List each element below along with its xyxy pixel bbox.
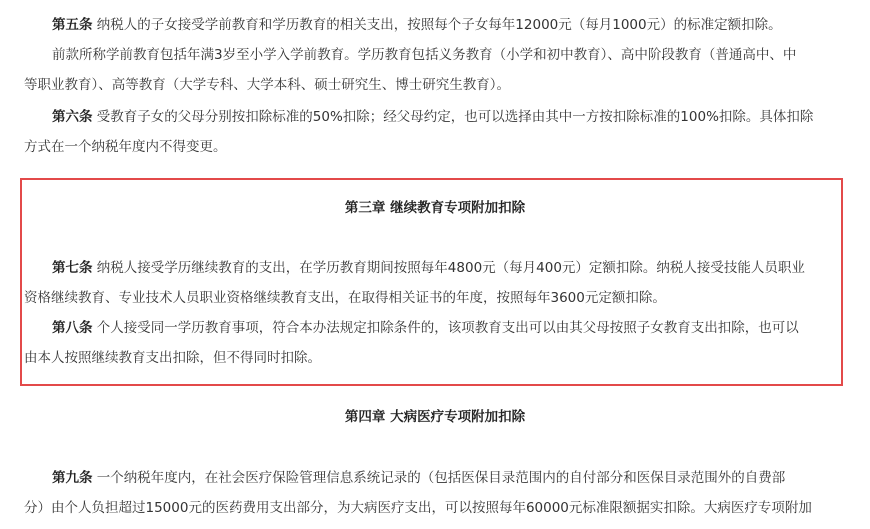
article-6-number: 第六条 xyxy=(52,109,93,125)
article-9-text-1: 一个纳税年度内，在社会医疗保险管理信息系统记录的（包括医保目录范围内的自付部分和医保目录范围外的自费部 xyxy=(96,470,786,486)
article-5 xyxy=(24,10,846,100)
article-7-line-2 xyxy=(24,283,846,313)
article-6 xyxy=(24,102,846,162)
article-7-number: 第七条 xyxy=(52,260,93,276)
article-6-line-1 xyxy=(24,102,846,132)
article-9-line-2 xyxy=(24,493,846,523)
article-8 xyxy=(24,313,846,373)
article-6-line-2 xyxy=(24,132,846,162)
chapter-3-title: 第三章 继续教育专项附加扣除 xyxy=(344,200,526,216)
article-6-text-1: 受教育子女的父母分别按扣除标准的50%扣除；经父母约定，也可以选择由其中一方按扣除标准的100%扣除。具体扣除 xyxy=(96,109,814,125)
article-8-line-1 xyxy=(24,313,846,343)
article-5-text-2: 前款所称学前教育包括年满3岁至小学入学前教育。学历教育包括义务教育（小学和初中教育）、高中阶段教育（普通高中、中 xyxy=(52,47,797,63)
article-9-text-2: 分）由个人负担超过15000元的医药费用支出部分，为大病医疗支出，可以按照每年60000元标准限额据实扣除。大病医疗专项附加 xyxy=(24,500,812,516)
article-7-text-1: 纳税人接受学历继续教育的支出，在学历教育期间按照每年4800元（每月400元）定额扣除。纳税人接受技能人员职业 xyxy=(96,260,805,276)
article-6-text-2: 方式在一个纳税年度内不得变更。 xyxy=(24,139,227,155)
article-7 xyxy=(24,253,846,313)
article-8-text-1: 个人接受同一学历教育事项，符合本办法规定扣除条件的，该项教育支出可以由其父母按照子女教育支出扣除，也可以 xyxy=(96,320,799,336)
article-5-text-1: 纳税人的子女接受学前教育和学历教育的相关支出，按照每个子女每年12000元（每月1000元）的标准定额扣除。 xyxy=(96,17,782,33)
article-5-number: 第五条 xyxy=(52,17,93,33)
article-7-text-2: 资格继续教育、专业技术人员职业资格继续教育支出，在取得相关证书的年度，按照每年3600元定额扣除。 xyxy=(24,290,666,306)
article-5-line-3 xyxy=(24,70,846,100)
article-9 xyxy=(24,463,846,523)
article-9-line-1 xyxy=(24,463,846,493)
article-9-number: 第九条 xyxy=(52,470,93,486)
article-7-line-1 xyxy=(24,253,846,283)
article-5-line-2 xyxy=(24,40,846,70)
article-5-line-1 xyxy=(24,10,846,40)
article-8-number: 第八条 xyxy=(52,320,93,336)
article-8-text-2: 由本人按照继续教育支出扣除，但不得同时扣除。 xyxy=(24,350,321,366)
article-8-line-2 xyxy=(24,343,846,373)
article-5-text-3: 等职业教育）、高等教育（大学专科、大学本科、硕士研究生、博士研究生教育）。 xyxy=(24,77,510,93)
chapter-4-title: 第四章 大病医疗专项附加扣除 xyxy=(344,409,526,425)
